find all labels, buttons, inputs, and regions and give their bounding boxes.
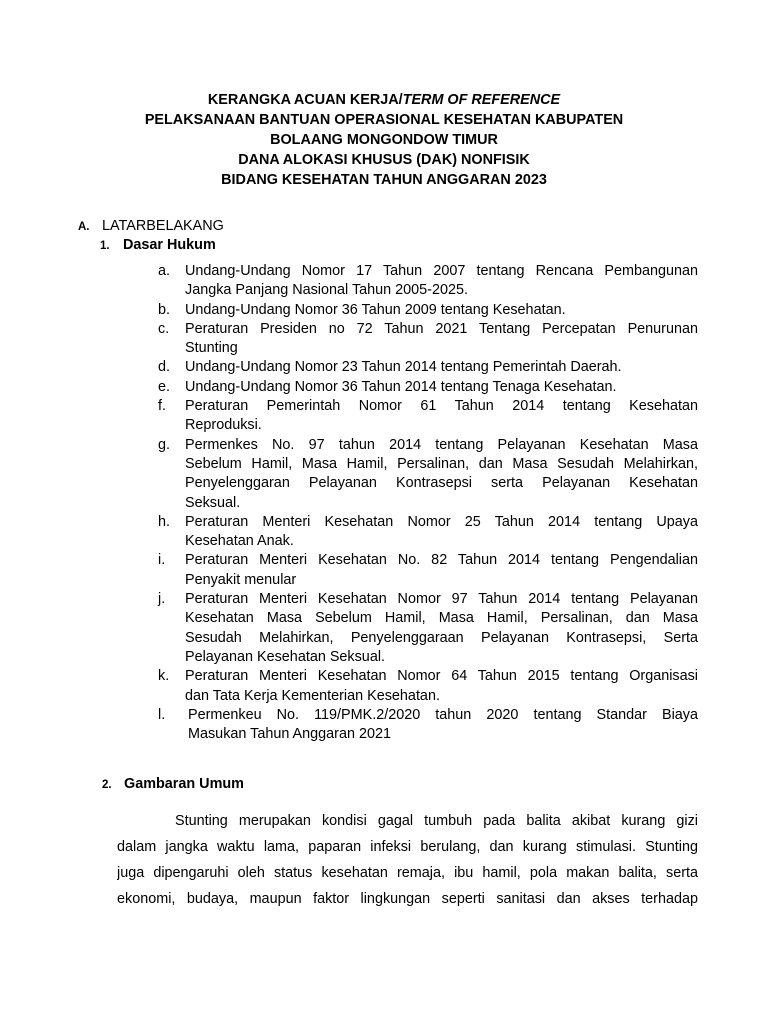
law-item	[158, 378, 698, 397]
law-item-letter: b.	[158, 301, 171, 318]
overview-paragraph	[117, 808, 698, 912]
law-item	[158, 262, 698, 301]
law-item-line: Pelayanan Kesehatan Seksual.	[185, 648, 386, 665]
law-item-line: Undang-Undang Nomor 36 Tahun 2014 tentang Tenaga Kesehatan.	[185, 378, 617, 395]
law-item	[158, 590, 698, 667]
law-item-text	[185, 551, 698, 590]
law-item-letter: h.	[158, 513, 171, 530]
law-item-letter: f.	[158, 398, 166, 415]
subsection-1-number: 1.	[100, 240, 110, 252]
law-item-line: Peraturan Menteri Kesehatan Nomor 25 Tahun 2014 tentang Upaya	[185, 513, 698, 530]
law-item-letter: k.	[158, 668, 170, 685]
law-item-line: dan Tata Kerja Kementerian Kesehatan.	[185, 687, 440, 704]
law-item-text	[185, 436, 698, 513]
law-item-text	[185, 667, 698, 706]
law-item-text	[188, 706, 698, 745]
law-item-line: Peraturan Menteri Kesehatan No. 82 Tahun 2014 tentang Pengendalian	[185, 552, 698, 569]
law-item-line: Undang-Undang Nomor 36 Tahun 2009 tentang Kesehatan.	[185, 301, 566, 318]
document-title	[0, 90, 768, 190]
law-item	[158, 320, 698, 359]
paragraph-line-text: ekonomi, budaya, maupun faktor lingkungan seperti sanitasi dan akses terhadap	[117, 891, 698, 907]
law-item-line: Sesudah Melahirkan, Penyelenggaraan Pelayanan Kontrasepsi, Serta	[185, 629, 698, 646]
law-item-line: Stunting	[185, 340, 238, 357]
paragraph-line-text: Stunting merupakan kondisi gagal tumbuh pada balita akibat kurang gizi	[175, 813, 698, 829]
law-item-text	[185, 378, 698, 397]
law-item-line: Peraturan Menteri Kesehatan Nomor 64 Tahun 2015 tentang Organisasi	[185, 668, 698, 685]
paragraph-line-text: dalam jangka waktu lama, paparan infeksi berulang, dan kurang stimulasi. Stunting	[117, 839, 698, 855]
law-item-line: Penyelenggaran Pelayanan Kontrasepsi serta Pelayanan Kesehatan	[185, 475, 698, 492]
paragraph-line-text: juga dipengaruhi oleh status kesehatan remaja, ibu hamil, pola makan balita, serta	[117, 865, 698, 881]
law-item	[158, 667, 698, 706]
subsection-2-number: 2.	[102, 779, 112, 791]
law-item-line: Peraturan Pemerintah Nomor 61 Tahun 2014 tentang Kesehatan	[185, 398, 698, 415]
title-italic-text: TERM OF REFERENCE	[402, 92, 561, 108]
law-item	[158, 436, 698, 513]
law-item-line: Undang-Undang Nomor 17 Tahun 2007 tentang Rencana Pembangunan	[185, 263, 698, 279]
law-item-letter: g.	[158, 436, 171, 453]
law-item-line: Peraturan Menteri Kesehatan Nomor 97 Tahun 2014 tentang Pelayanan	[185, 591, 698, 608]
law-item	[158, 358, 698, 377]
law-item-letter: d.	[158, 359, 171, 376]
law-item-line: Peraturan Presiden no 72 Tahun 2021 Tentang Percepatan Penurunan	[185, 320, 698, 337]
law-item-line: Permenkeu No. 119/PMK.2/2020 tahun 2020 tentang Standar Biaya	[188, 706, 698, 723]
paragraph-line	[117, 834, 698, 860]
section-a-heading	[78, 217, 224, 236]
law-item-text	[185, 590, 698, 667]
subsection-1-title: Dasar Hukum	[123, 237, 216, 253]
legal-basis-list	[158, 262, 698, 744]
law-item-letter: e.	[158, 378, 171, 395]
title-line-3: BOLAANG MONGONDOW TIMUR	[270, 132, 498, 148]
paragraph-line	[117, 860, 698, 886]
law-item-text	[185, 262, 698, 301]
title-line-2: PELAKSANAAN BANTUAN OPERASIONAL KESEHATAN KABUPATEN	[144, 112, 624, 128]
law-item-letter: a.	[158, 263, 171, 279]
paragraph-line	[117, 886, 698, 912]
law-item-text	[185, 397, 698, 436]
law-item-line: Undang-Undang Nomor 23 Tahun 2014 tentang Pemerintah Daerah.	[185, 359, 622, 376]
paragraph-line	[117, 808, 698, 834]
title-line-5: BIDANG KESEHATAN TAHUN ANGGARAN 2023	[221, 172, 547, 188]
section-a-title: LATARBELAKANG	[102, 218, 224, 234]
law-item-text	[185, 301, 698, 320]
law-item	[158, 301, 698, 320]
title-line-4: DANA ALOKASI KHUSUS (DAK) NONFISIK	[238, 152, 530, 168]
law-item	[158, 397, 698, 436]
title-line-1	[0, 90, 768, 110]
law-item-line: Kesehatan Masa Sebelum Hamil, Masa Hamil, Persalinan, dan Masa	[185, 610, 698, 627]
law-item-letter: l.	[158, 706, 166, 723]
law-item-line: Kesehatan Anak.	[185, 533, 294, 550]
law-item-text	[185, 358, 698, 377]
law-item-line: Jangka Panjang Nasional Tahun 2005-2025.	[185, 282, 468, 299]
law-item-line: Permenkes No. 97 tahun 2014 tentang Pelayanan Kesehatan Masa	[185, 436, 698, 453]
subsection-2-heading	[102, 775, 244, 794]
law-item-line: Masukan Tahun Anggaran 2021	[188, 726, 391, 743]
law-item-letter: i.	[158, 552, 166, 569]
law-item	[158, 513, 698, 552]
law-item-line: Reproduksi.	[185, 417, 262, 434]
law-item-line: Sebelum Hamil, Masa Hamil, Persalinan, dan Masa Sesudah Melahirkan,	[185, 455, 698, 472]
law-item	[158, 706, 698, 745]
subsection-2-title: Gambaran Umum	[124, 776, 244, 792]
law-item-text	[185, 320, 698, 359]
law-item-line: Penyakit menular	[185, 571, 297, 588]
law-item-letter: c.	[158, 320, 170, 337]
subsection-1-heading	[100, 236, 216, 255]
law-item	[158, 551, 698, 590]
law-item-text	[185, 513, 698, 552]
law-item-line: Seksual.	[185, 494, 241, 511]
law-item-letter: j.	[158, 591, 166, 608]
section-a-label: A.	[78, 221, 90, 233]
title-main-text: KERANGKA ACUAN KERJA/	[207, 92, 403, 108]
